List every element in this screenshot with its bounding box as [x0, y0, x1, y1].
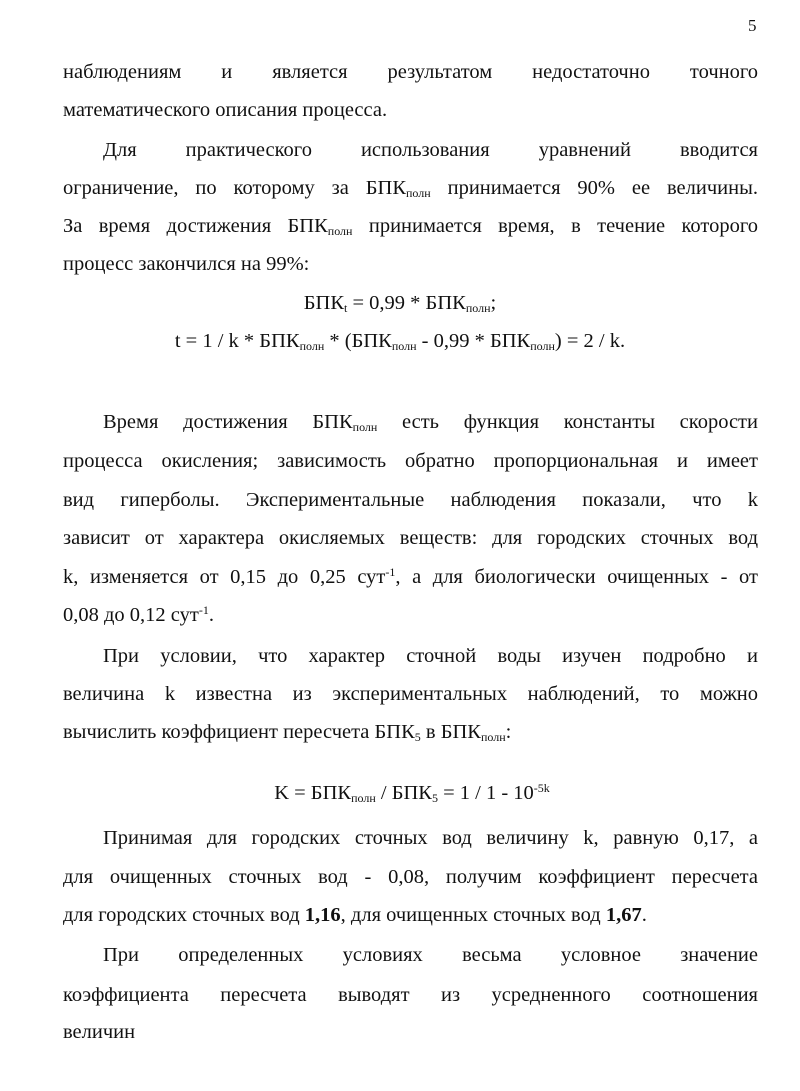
paragraph-3-line-2: процесса окисления; зависимость обратно пропорциональная и имеет: [63, 450, 758, 472]
paragraph-1-line-2: математического описания процесса.: [63, 99, 388, 121]
equation-3: $K = БПК_{полн} / БПК_5 = 1 / 1 - 10^{-5k}$: [274, 781, 550, 805]
paragraph-2-line-2: ограничение, по которому за $БПК_{полн}$ принимается 90% ее величины.: [63, 177, 759, 200]
paragraph-4-line-2: величина k известна из экспериментальных наблюдений, то можно: [63, 683, 758, 705]
paragraph-6-line-1: При определенных условиях весьма условное значение: [103, 944, 758, 966]
paragraph-2-line-3: За время достижения $БПК_{полн}$ принимается время, в течение которого: [63, 215, 758, 238]
paragraph-3-line-3: вид гиперболы. Экспериментальные наблюдения показали, что k: [63, 489, 758, 511]
paragraph-3-line-5: k, изменяется от 0,15 до 0,25 сут$^{-1}$, а для биологически очищенных - от: [63, 565, 758, 588]
paragraph-6-line-2: коэффициента пересчета выводят из усредненного соотношения: [63, 984, 758, 1006]
paragraph-2-line-4: процесс закончился на 99%:: [63, 253, 310, 275]
paragraph-3-line-4: зависит от характера окисляемых веществ: для городских сточных вод: [63, 527, 758, 549]
equation-2: $t = 1 / k * БПК_{полн} * (БПК_{полн} - 0,99 * БПК_{полн}) = 2 / k$.: [174, 330, 626, 353]
paragraph-1-line-1: наблюдениям и является результатом недостаточно точного: [63, 61, 758, 83]
paragraph-3-line-1: Время достижения $БПК_{полн}$ есть функция константы скорости: [103, 411, 758, 434]
paragraph-5-line-2: для очищенных сточных вод - 0,08, получим коэффициент пересчета: [63, 866, 758, 888]
paragraph-2-line-1: Для практического использования уравнений вводится: [103, 139, 758, 161]
paragraph-6-line-3: величин: [63, 1021, 136, 1043]
paragraph-4-line-1: При условии, что характер сточной воды изучен подробно и: [103, 645, 758, 667]
paragraph-5-line-1: Принимая для городских сточных вод величину k, равную 0,17, а: [103, 827, 758, 849]
paragraph-3-line-6: 0,08 до 0,12 сут$^{-1}$.: [63, 603, 214, 626]
paragraph-4-line-3: вычислить коэффициент пересчета $БПК_5$ в $БПК_{полн}$:: [63, 721, 512, 744]
page-number: 5: [748, 16, 757, 35]
equation-1: $БПК_t = 0,99 * БПК_{полн}$;: [303, 292, 497, 315]
paragraph-5-line-3: для городских сточных вод 1,16, для очищенных сточных вод 1,67.: [63, 904, 647, 926]
